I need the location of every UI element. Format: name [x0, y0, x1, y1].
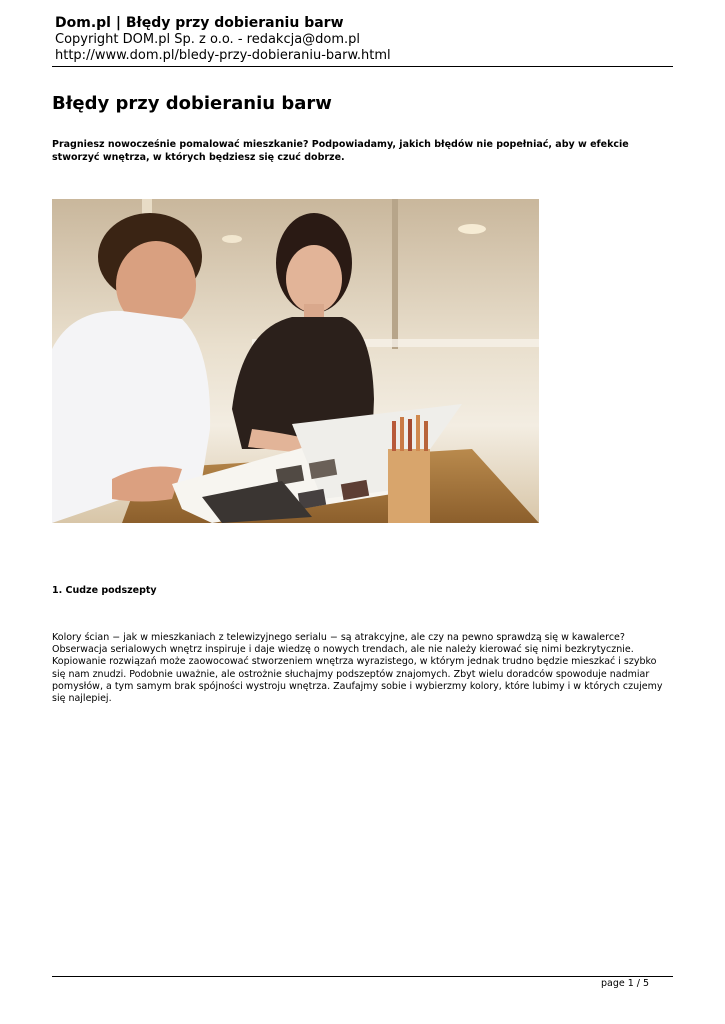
copyright-line: Copyright DOM.pl Sp. z o.o. - redakcja@dom.pl: [55, 32, 361, 47]
section-heading: 1. Cudze podszepty: [52, 585, 157, 596]
header-divider: [52, 66, 673, 67]
document-header: [55, 14, 675, 64]
article-lead: Pragniesz nowocześnie pomalować mieszkanie? Podpowiadamy, jakich błędów nie popełniać, aby w efekcie stworzyć wnętrza, w których będziesz się czuć dobrze.: [52, 139, 629, 163]
section-text: Kolory ścian − jak w mieszkaniach z telewizyjnego serialu − są atrakcyjne, ale czy na pewno sprawdzą się w kawalerce? Obserwacja serialowych wnętrz inspiruje i daje wiedzę o nowych trendach, ale nie należy kierować się nimi bezkrytycznie. Kopiowanie rozwiązań może zaowocować stworzeniem wnętrza wyrazistego, w którym jednak trudno będzie mieszkać i szybko się nam znudzi. Podobnie uważnie, ale ostrożnie słuchajmy podszeptów znajomych. Zbyt wielu doradców spowoduje nadmiar pomysłów, a tym samym brak spójności wystroju wnętrza. Zaufajmy sobie i wybierzmy kolory, które lubimy i w których czujemy się najlepiej.: [52, 632, 663, 705]
article-photo: [52, 199, 539, 523]
site-title: Dom.pl | Błędy przy dobieraniu barw: [55, 15, 344, 31]
source-url: http://www.dom.pl/bledy-przy-dobieraniu-barw.html: [55, 48, 391, 63]
footer-divider: [52, 976, 673, 977]
article-title: Błędy przy dobieraniu barw: [52, 93, 332, 114]
page-number: page 1 / 5: [601, 978, 650, 989]
